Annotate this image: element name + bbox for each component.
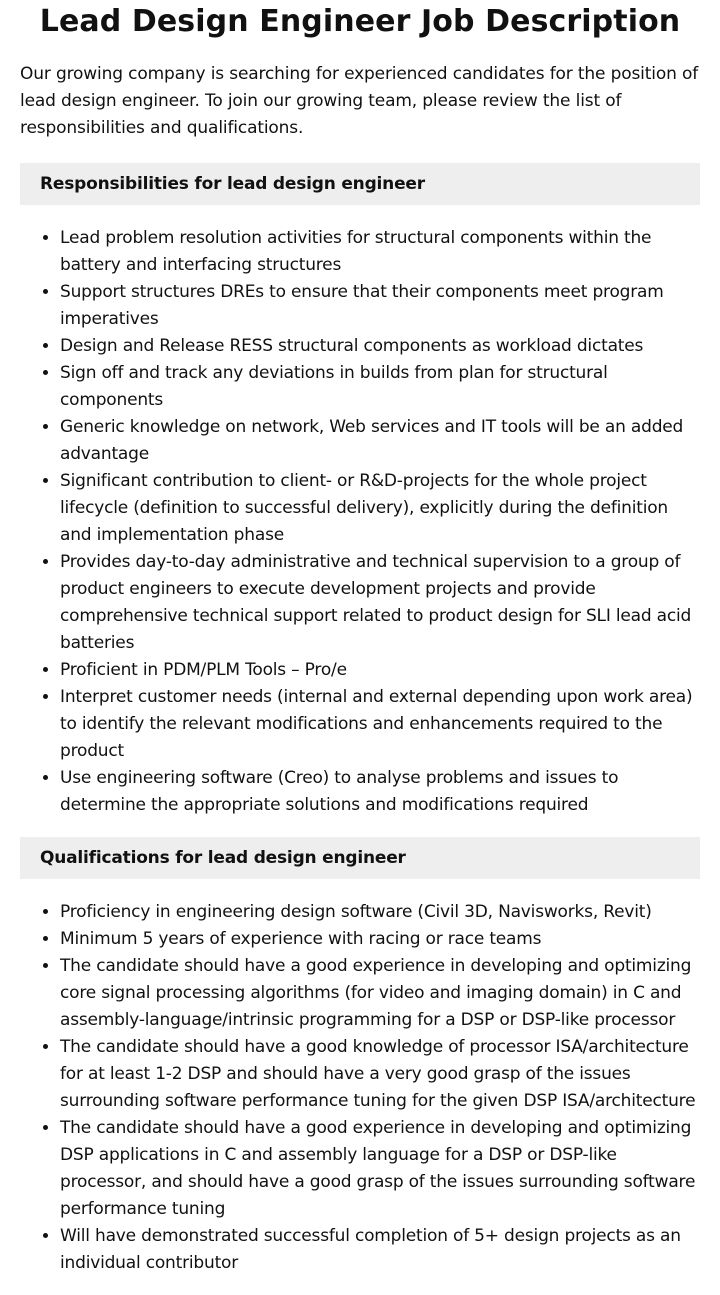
responsibilities-heading: Responsibilities for lead design engineer [20, 163, 700, 205]
page-title: Lead Design Engineer Job Description [39, 4, 681, 39]
list-item: • Will have demonstrated successful completion of 5+ design projects as an individual contributor [60, 1223, 700, 1277]
list-item: • Proficient in PDM/PLM Tools – Pro/e [60, 657, 700, 684]
list-item: • The candidate should have a good experience in developing and optimizing core signal processing algorithms (for video and imaging domain) in C and assembly-language/intrinsic programming for a DSP or DSP-like processor [60, 953, 700, 1034]
list-item: • Interpret customer needs (internal and external depending upon work area) to identify the relevant modifications and enhancements required to the product [60, 684, 700, 765]
list-item: • Support structures DREs to ensure that their components meet program imperatives [60, 279, 700, 333]
list-item: • Significant contribution to client- or R&D-projects for the whole project lifecycle (definition to successful delivery), explicitly during the definition and implementation phase [60, 468, 700, 549]
responsibilities-list [20, 225, 700, 819]
qualifications-heading: Qualifications for lead design engineer [20, 837, 700, 879]
list-item: • Minimum 5 years of experience with racing or race teams [60, 926, 700, 953]
intro-paragraph: Our growing company is searching for experienced candidates for the position of lead design engineer. To join our growing team, please review the list of responsibilities and qualifications. [20, 64, 699, 138]
list-item: • Design and Release RESS structural components as workload dictates [60, 333, 700, 360]
list-item: • Use engineering software (Creo) to analyse problems and issues to determine the appropriate solutions and modifications required [60, 765, 700, 819]
list-item: • Generic knowledge on network, Web services and IT tools will be an added advantage [60, 414, 700, 468]
list-item: • Lead problem resolution activities for structural components within the battery and interfacing structures [60, 225, 700, 279]
list-item: • The candidate should have a good knowledge of processor ISA/architecture for at least 1-2 DSP and should have a very good grasp of the issues surrounding software performance tuning for the given DSP ISA/architecture [60, 1034, 700, 1115]
qualifications-list [20, 899, 700, 1277]
list-item: • Sign off and track any deviations in builds from plan for structural components [60, 360, 700, 414]
list-item: • Provides day-to-day administrative and technical supervision to a group of product engineers to execute development projects and provide comprehensive technical support related to product design for SLI lead acid batteries [60, 549, 700, 657]
list-item: • The candidate should have a good experience in developing and optimizing DSP applications in C and assembly language for a DSP or DSP-like processor, and should have a good grasp of the issues surrounding software performance tuning [60, 1115, 700, 1223]
list-item: • Proficiency in engineering design software (Civil 3D, Navisworks, Revit) [60, 899, 700, 926]
